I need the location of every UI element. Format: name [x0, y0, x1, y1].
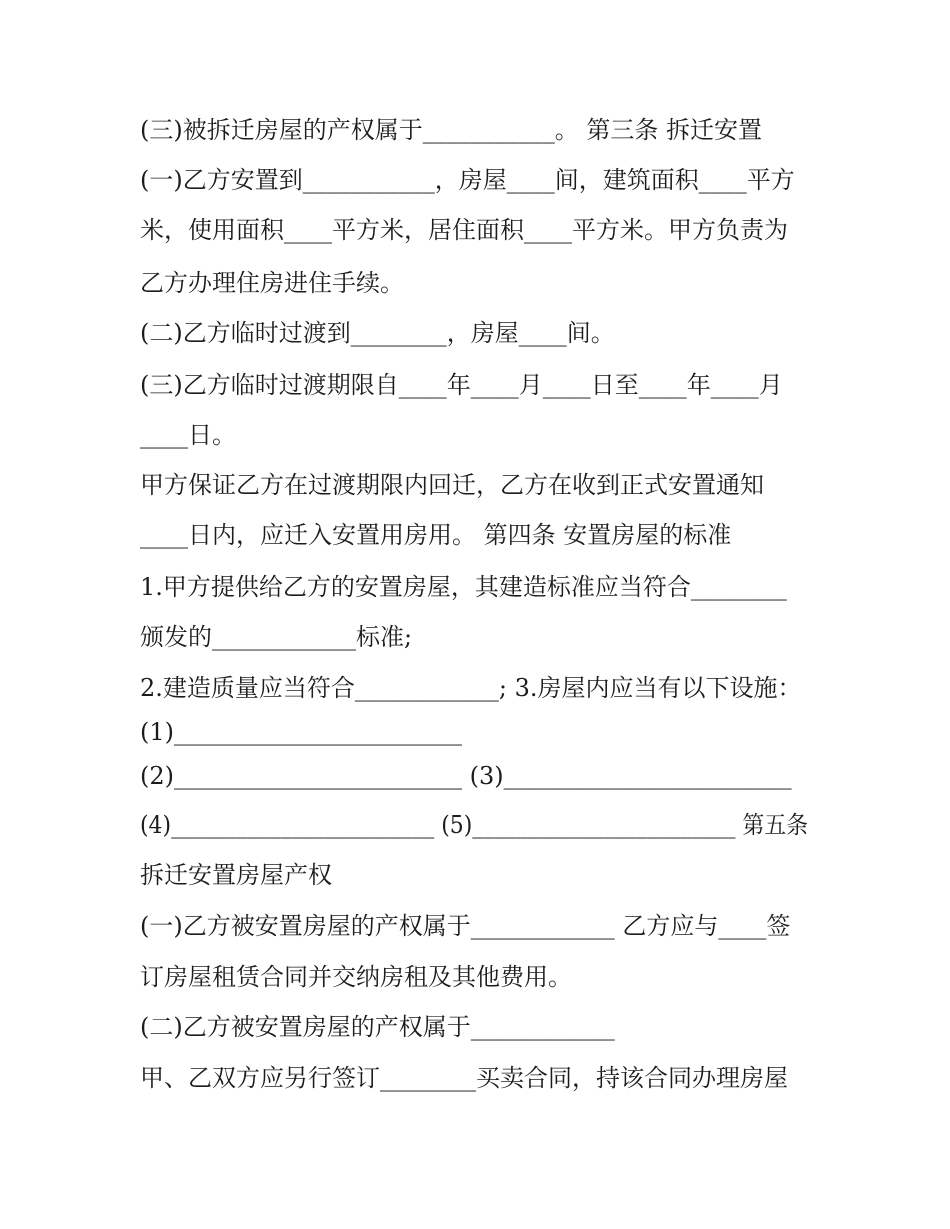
text-line: 2.建造质量应当符合____________; 3.房屋内应当有以下设施： — [140, 674, 802, 702]
text-line: (1)________________________ — [140, 718, 462, 746]
text-line: ____日内，应迁入安置用房用。 第四条 安置房屋的标准 — [140, 521, 732, 549]
text-line: 订房屋租赁合同并交纳房租及其他费用。 — [140, 963, 572, 991]
text-line: 乙方办理住房进住手续。 — [140, 269, 404, 297]
text-line: (一)乙方被安置房屋的产权属于____________ 乙方应与____签 — [140, 912, 791, 940]
text-line: (4)________________________ (5)________________________ 第五条 — [140, 811, 809, 839]
text-line: 甲方保证乙方在过渡期限内回迁，乙方在收到正式安置通知 — [140, 471, 764, 499]
text-line: (2)________________________ (3)________________________ — [140, 762, 792, 790]
text-line: 甲、乙双方应另行签订________买卖合同，持该合同办理房屋 — [140, 1064, 788, 1092]
text-line: 拆迁安置房屋产权 — [140, 861, 332, 889]
text-line: (一)乙方安置到___________，房屋____间，建筑面积____平方 — [140, 166, 795, 194]
text-line: (三)乙方临时过渡期限自____年____月____日至____年____月 — [140, 371, 783, 399]
text-line: (二)乙方被安置房屋的产权属于____________ — [140, 1013, 615, 1041]
text-line: 米，使用面积____平方米，居住面积____平方米。甲方负责为 — [140, 216, 788, 244]
text-line: (三)被拆迁房屋的产权属于___________。 第三条 拆迁安置 — [140, 116, 762, 144]
text-line: 1.甲方提供给乙方的安置房屋，其建造标准应当符合________ — [140, 573, 787, 601]
text-line: 颁发的____________标准; — [140, 623, 413, 651]
text-line: ____日。 — [140, 421, 236, 449]
text-line: (二)乙方临时过渡到________，房屋____间。 — [140, 319, 615, 347]
